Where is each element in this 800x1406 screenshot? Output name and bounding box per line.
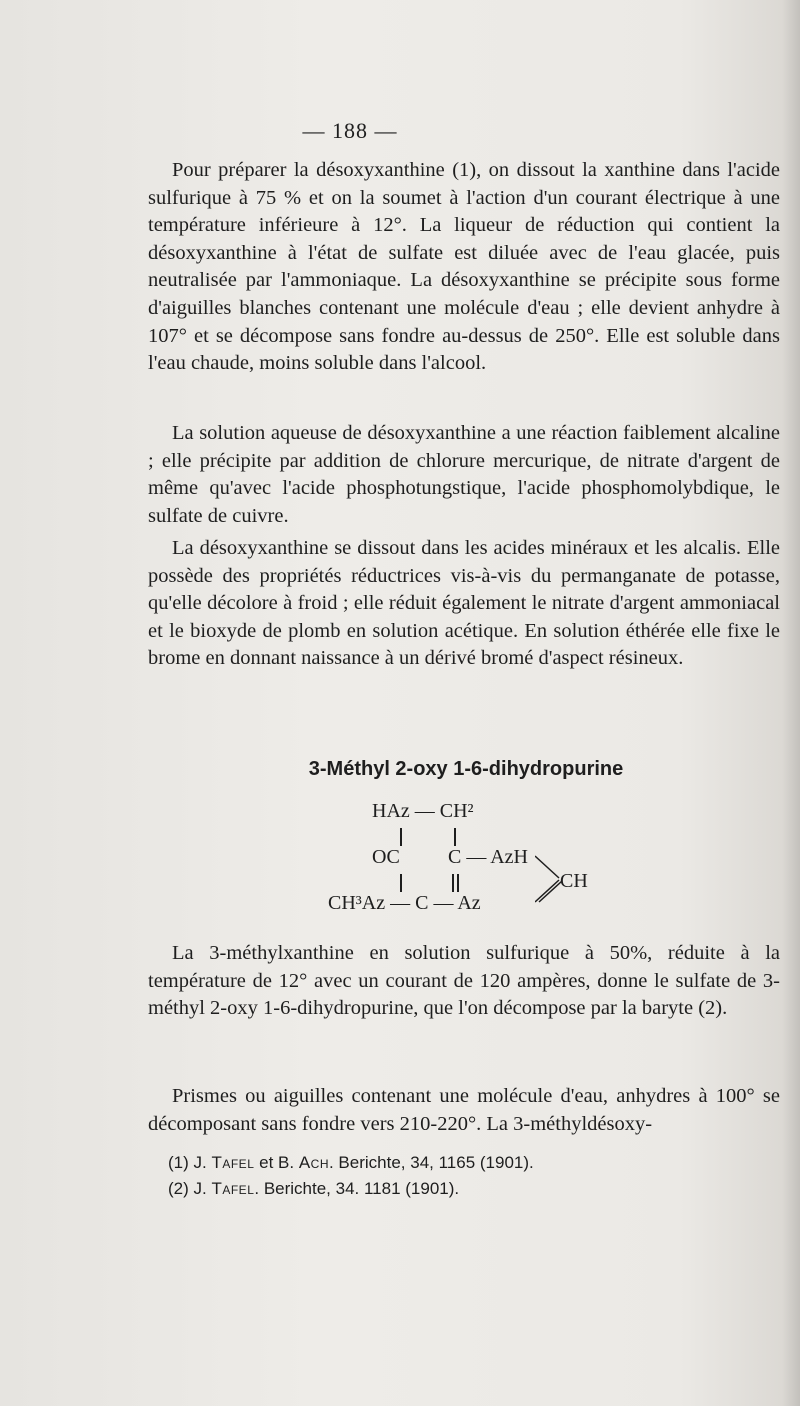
footnote-1-number: (1) J. (168, 1153, 207, 1172)
formula-double-bond-b (457, 874, 459, 892)
paragraph-5 (148, 1083, 780, 1138)
paragraph-4 (148, 940, 780, 1023)
paragraph-2 (148, 420, 780, 530)
page-edge-shadow (782, 0, 800, 1406)
footnote-1 (168, 1150, 728, 1176)
paragraph-3-text: La désoxyxanthine se dissout dans les acides minéraux et les alcalis. Elle possède des propriétés réductrices vis-à-vis du permanganate de potasse, qu'elle décolore à froid ; elle réduit également le nitrate d'argent ammoniacal et le bioxyde de plomb en solution acétique. En solution éthérée elle fixe le brome en donnant naissance à un dérivé bromé d'aspect résineux. (148, 537, 780, 670)
formula-bond-right-top (454, 828, 456, 846)
paragraph-1 (148, 157, 780, 378)
footnote-1-author: Tafel (211, 1153, 255, 1172)
formula-ch-group: CH (560, 870, 588, 892)
paragraph-2-text: La solution aqueuse de désoxyxanthine a une réaction faiblement alcaline ; elle précipite par addition de chlorure mercurique, de nitrate d'argent de même qu'avec l'acide phosphotungstique, l'acide phosphomolybdique, le sulfate de cuivre. (148, 422, 780, 527)
page-number: — 188 — (302, 118, 398, 143)
section-title: 3-Méthyl 2-oxy 1-6-dihydropurine (308, 758, 624, 780)
footnote-2 (168, 1176, 728, 1202)
footnote-1-author-2: Ach (298, 1153, 329, 1172)
formula-row-2-right: C — AzH (448, 846, 528, 868)
structural-formula (320, 800, 620, 920)
paragraph-4-text: La 3-méthylxanthine en solution sulfurique à 50%, réduite à la température de 12° avec un courant de 120 ampères, donne le sulfate de 3-méthyl 2-oxy 1-6-dihydropurine, que l'on décompose par la baryte (2). (148, 942, 780, 1020)
paragraph-3 (148, 535, 780, 673)
formula-row-2-left: OC (372, 846, 400, 868)
footnote-2-citation: . Berichte, 34. 1181 (1901). (254, 1179, 460, 1198)
formula-row-3: CH³Az — C — Az (328, 892, 481, 914)
footnote-1-mid: et B. (259, 1153, 295, 1172)
footnote-1-citation: . Berichte, 34, 1165 (1901). (328, 1153, 534, 1172)
paragraph-5-text: Prismes ou aiguilles contenant une molécule d'eau, anhydres à 100° se décomposant sans fondre vers 210-220°. La 3-méthyldésoxy- (148, 1085, 780, 1135)
formula-bond-left-top (400, 828, 402, 846)
footnotes (168, 1150, 728, 1202)
formula-row-1: HAz — CH² (372, 800, 474, 822)
footnote-2-author: Tafel (211, 1179, 255, 1198)
formula-bond-left-bottom (400, 874, 402, 892)
footnote-2-number: (2) J. (168, 1179, 207, 1198)
formula-double-bond-a (452, 874, 454, 892)
paragraph-1-text: Pour préparer la désoxyxanthine (1), on dissout la xanthine dans l'acide sulfurique à 75 % et on la soumet à l'action d'un courant électrique à une température inférieure à 12°. La liqueur de réduction qui contient la désoxyxanthine à l'état de sulfate est diluée avec de l'eau glacée, puis neutralisée par l'ammoniaque. La désoxyxanthine se précipite sous forme d'aiguilles blanches contenant une molécule d'eau ; elle devient anhydre à 107° et se décompose sans fondre au-dessus de 250°. Elle est soluble dans l'eau chaude, moins soluble dans l'alcool. (148, 159, 780, 375)
